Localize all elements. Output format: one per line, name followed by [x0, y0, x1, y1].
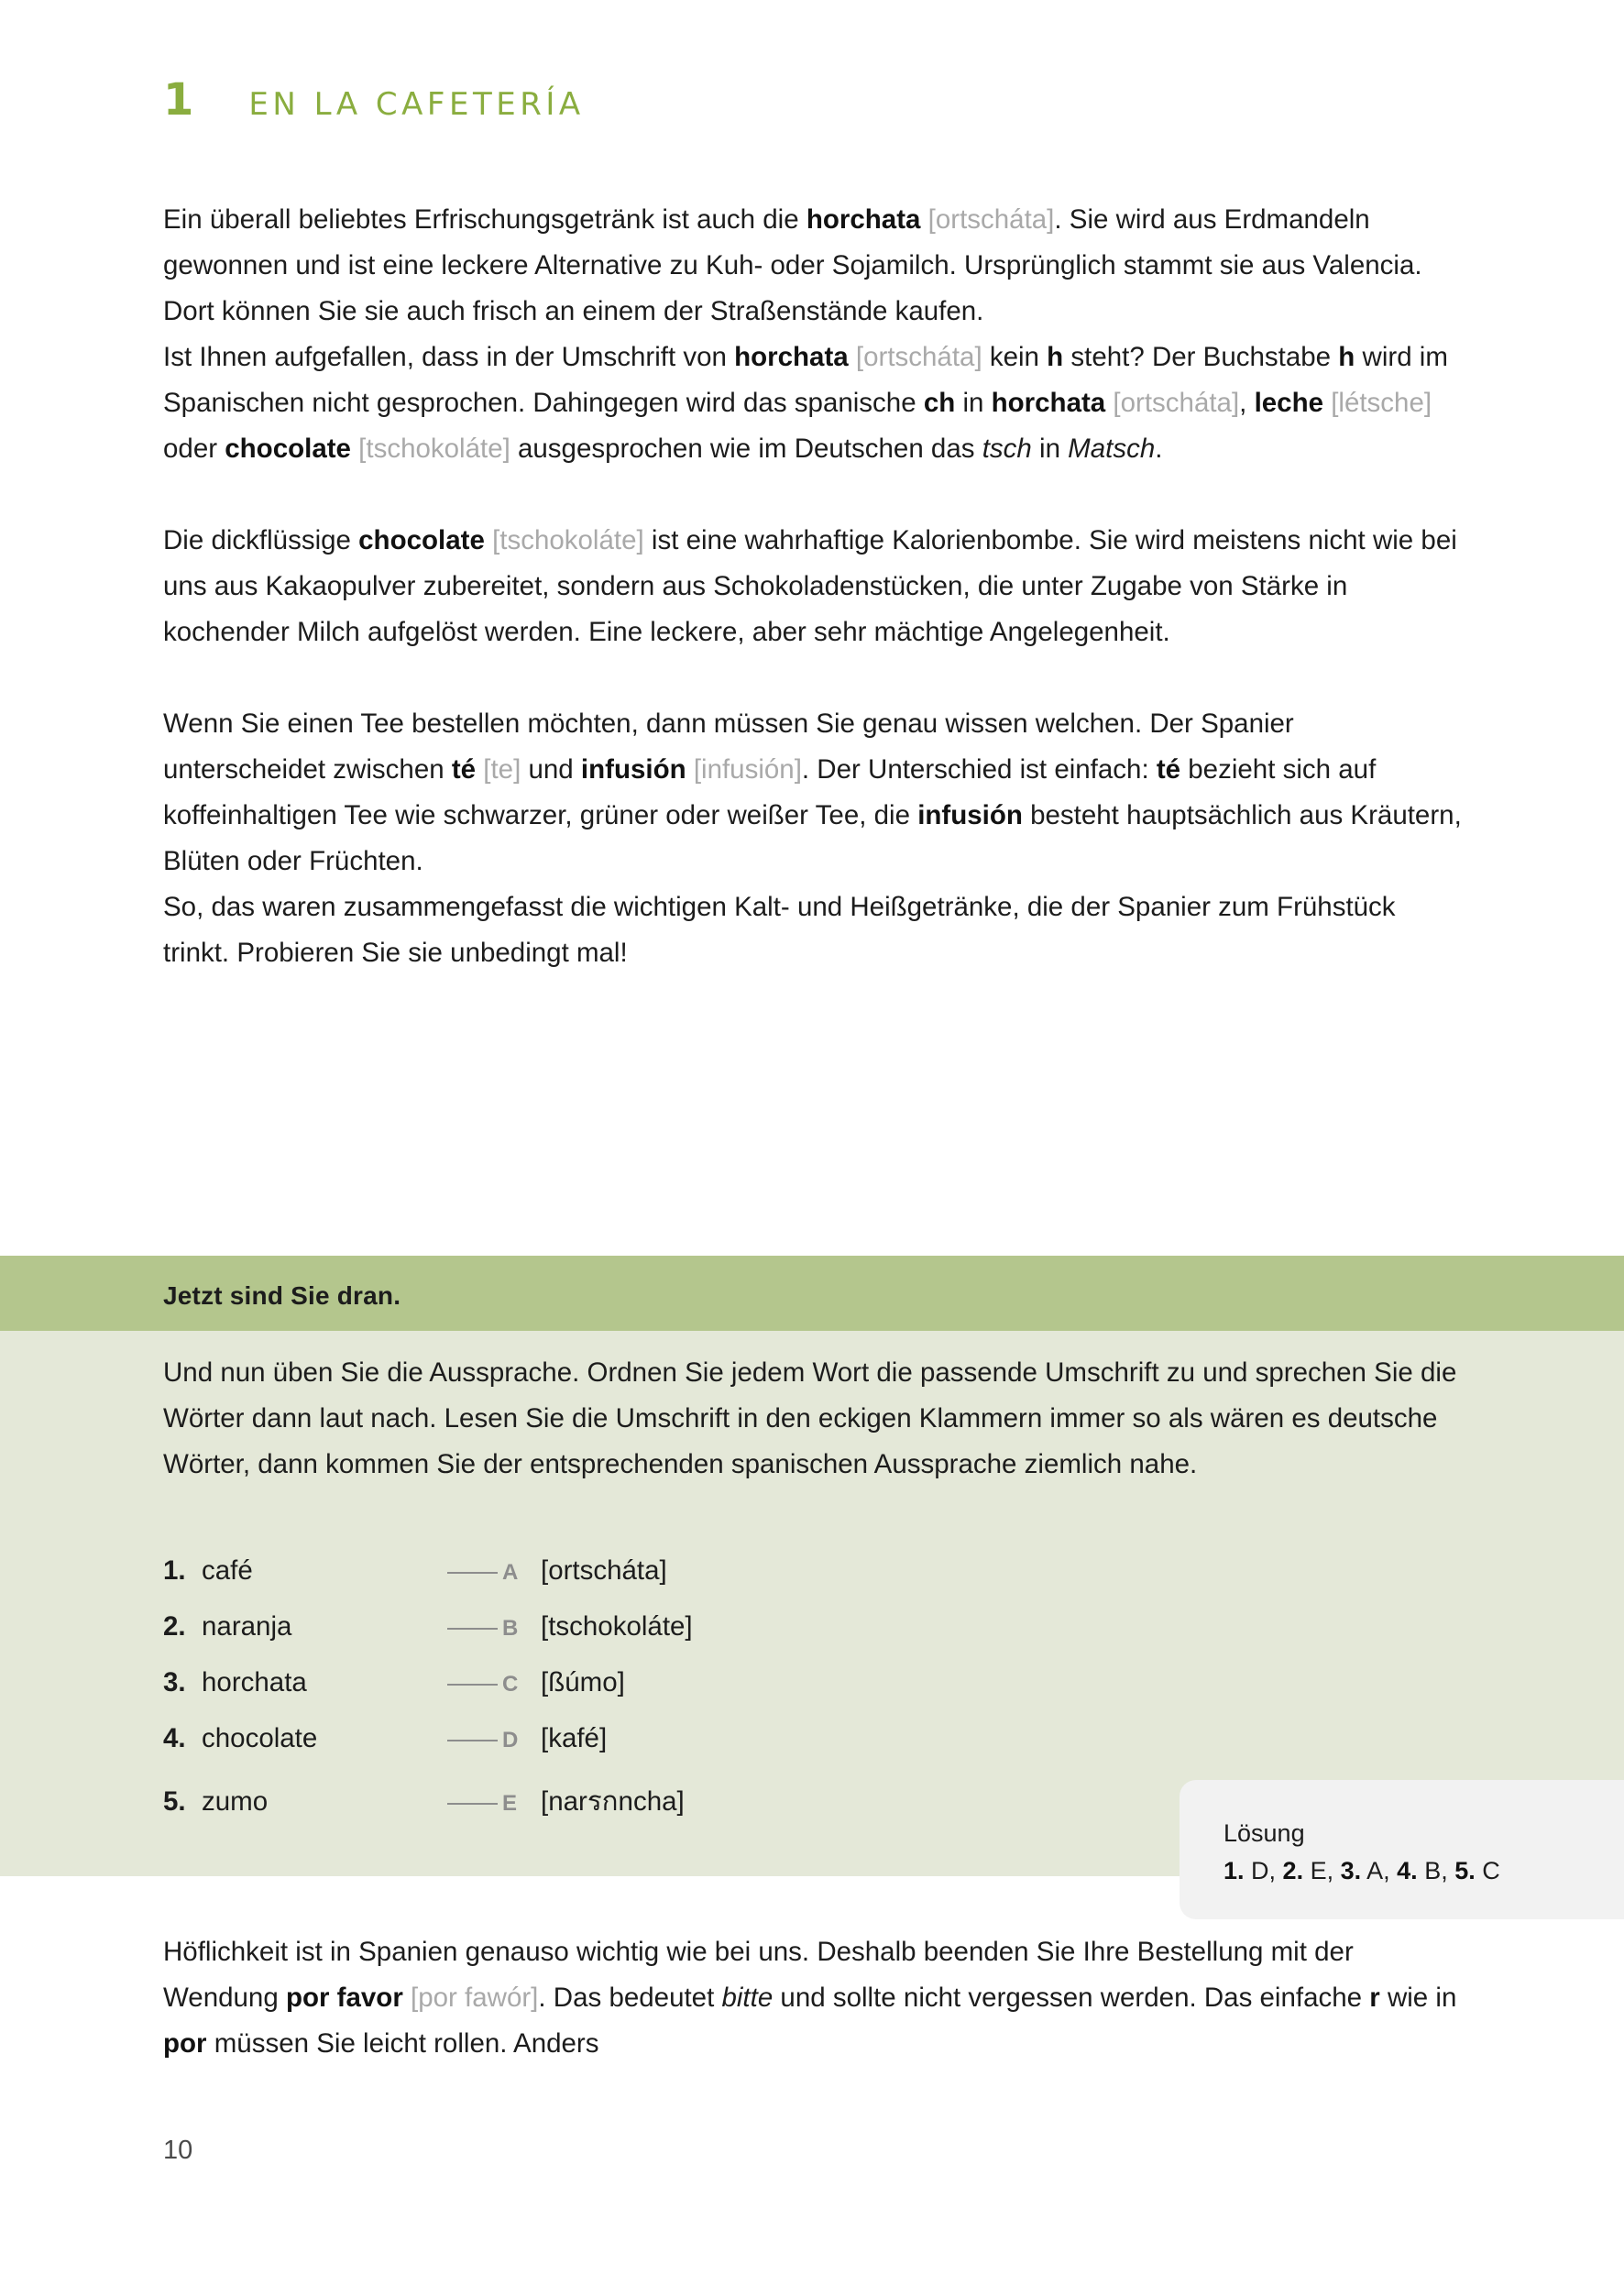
exercise-word: chocolate — [202, 1723, 318, 1753]
exercise-list — [163, 1555, 1080, 1835]
exercise-option-letter: D — [502, 1728, 519, 1752]
exercise-answer-blank[interactable] — [447, 1684, 498, 1686]
solution-title: Lösung — [1223, 1819, 1305, 1847]
exercise-number: 3. — [163, 1667, 186, 1697]
exercise-phonetic: [ortscháta] — [541, 1555, 667, 1586]
paragraph-2: Ist Ihnen aufgefallen, dass in der Umschrift von horchata [ortscháta] kein h steht? Der Buchstabe h wird im Spanischen nicht gesprochen. Dahingegen wird das spanische ch in horchata [ortscháta], leche [létsche] oder chocolate [tschokoláte] ausgesprochen wie im Deutschen das tsch in Matsch. — [163, 342, 1448, 464]
solution-card — [1180, 1780, 1624, 1919]
exercise-phonetic: [tschokoláte] — [541, 1611, 693, 1642]
solution-item-number: 2. — [1282, 1857, 1304, 1884]
exercise-word: zumo — [202, 1786, 269, 1817]
exercise-number: 1. — [163, 1555, 186, 1586]
chapter-number: 1 — [163, 74, 194, 126]
solution-item-letter: C — [1475, 1857, 1500, 1884]
exercise-option-letter: C — [502, 1672, 519, 1697]
paragraph-3: Die dickflüssige chocolate [tschokoláte] ist eine wahrhaftige Kalorienbombe. Sie wird meistens nicht wie bei uns aus Kakaopulver zubereitet, sondern aus Schokoladenstücken, die unter Zugabe von Stärke in kochender Milch aufgelöst werden. Eine leckere, aber sehr mächtige Angelegenheit. — [163, 525, 1457, 647]
solution-item-number: 3. — [1340, 1857, 1362, 1884]
exercise-option-letter: A — [502, 1560, 519, 1585]
exercise-row — [163, 1723, 1080, 1779]
exercise-answer-blank[interactable] — [447, 1803, 498, 1805]
main-body-text — [163, 197, 1463, 976]
exercise-answer-blank[interactable] — [447, 1628, 498, 1630]
paragraph-5: So, das waren zusammengefasst die wichtigen Kalt- und Heißgetränke, die der Spanier zum Frühstück trinkt. Probieren Sie sie unbedingt mal! — [163, 892, 1396, 968]
solution-item-letter: E, — [1303, 1857, 1341, 1884]
exercise-row — [163, 1611, 1080, 1667]
page-number: 10 — [163, 2136, 193, 2165]
exercise-row — [163, 1667, 1080, 1723]
exercise-word: café — [202, 1555, 253, 1586]
exercise-row — [163, 1555, 1080, 1611]
callout-instructions: Und nun üben Sie die Aussprache. Ordnen Sie jedem Wort die passende Umschrift zu und sprechen Sie die Wörter dann laut nach. Lesen Sie die Umschrift in den eckigen Klammern immer so als wären es deutsche Wörter, dann kommen Sie der entsprechenden spanischen Aussprache ziemlich nahe. — [163, 1357, 1457, 1479]
callout-header-label: Jetzt sind Sie dran. — [163, 1281, 401, 1310]
solution-item-letter: A, — [1361, 1857, 1398, 1884]
exercise-word: horchata — [202, 1667, 307, 1697]
exercise-answer-blank[interactable] — [447, 1740, 498, 1741]
solution-item-number: 4. — [1397, 1857, 1418, 1884]
solution-item-letter: B, — [1417, 1857, 1455, 1884]
paragraph-4: Wenn Sie einen Tee bestellen möchten, dann müssen Sie genau wissen welchen. Der Spanier unterscheidet zwischen té [te] und infusión [infusión]. Der Unterschied ist einfach: té bezieht sich auf koffeinhaltigen Tee wie schwarzer, grüner oder weißer Tee, die infusión besteht hauptsächlich aus Kräutern, Blüten oder Früchten. — [163, 709, 1462, 876]
exercise-phonetic: [kafé] — [541, 1723, 608, 1753]
exercise-phonetic: [narรกncha] — [541, 1786, 685, 1817]
solution-answers — [1223, 1852, 1624, 1890]
exercise-number: 2. — [163, 1611, 186, 1642]
exercise-answer-blank[interactable] — [447, 1572, 498, 1574]
exercise-number: 5. — [163, 1786, 186, 1817]
exercise-row — [163, 1779, 1080, 1835]
solution-item-letter: D, — [1244, 1857, 1283, 1884]
exercise-number: 4. — [163, 1723, 186, 1753]
chapter-header — [163, 74, 585, 126]
exercise-phonetic: [ßúmo] — [541, 1667, 625, 1697]
exercise-option-letter: B — [502, 1616, 519, 1641]
exercise-word: naranja — [202, 1611, 292, 1642]
closing-paragraph-block — [163, 1929, 1463, 2067]
chapter-title: EN LA CAFETERÍA — [248, 86, 585, 123]
paragraph-1: Ein überall beliebtes Erfrischungsgetränk ist auch die horchata [ortscháta]. Sie wird aus Erdmandeln gewonnen und ist eine leckere Alternative zu Kuh- oder Sojamilch. Ursprünglich stammt sie aus Valencia. Dort können Sie sie auch frisch an einem der Straßenstände kaufen. — [163, 204, 1422, 326]
solution-item-number: 1. — [1223, 1857, 1245, 1884]
exercise-option-letter: E — [502, 1791, 518, 1816]
paragraph-closing: Höflichkeit ist in Spanien genauso wichtig wie bei uns. Deshalb beenden Sie Ihre Bestellung mit der Wendung por favor [por fawór]. Das bedeutet bitte und sollte nicht vergessen werden. Das einfache r wie in por müssen Sie leicht rollen. Anders — [163, 1937, 1457, 2059]
solution-item-number: 5. — [1454, 1857, 1476, 1884]
